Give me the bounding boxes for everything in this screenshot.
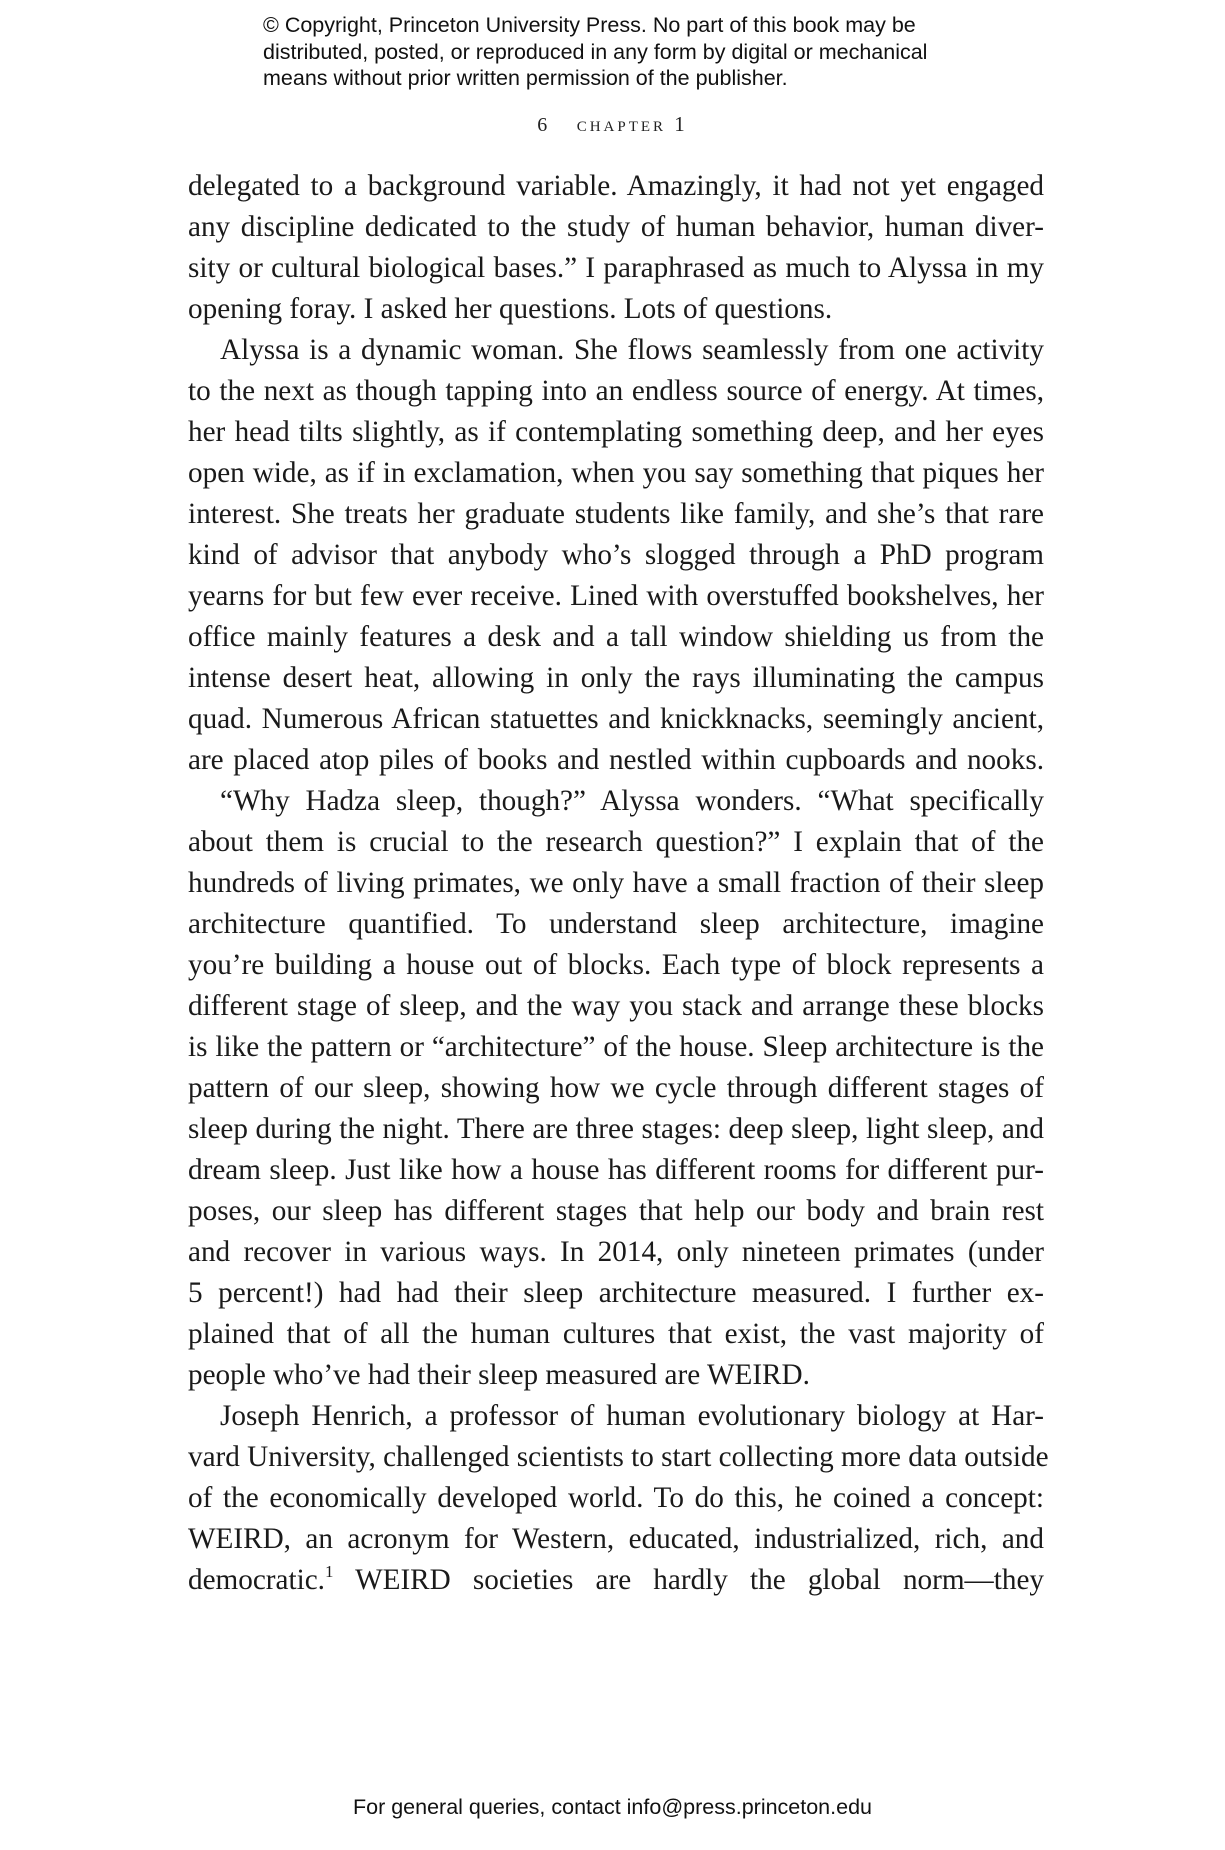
text-line: yearns for but few ever receive. Lined with overstuffed bookshelves, her: [188, 580, 1044, 612]
text-line: office mainly features a desk and a tall window shielding us from the: [188, 621, 1044, 653]
text-line: architecture quantified. To understand sleep architecture, imagine: [188, 908, 1044, 940]
text-line: vard University, challenged scientists to start collecting more data outside: [188, 1441, 1049, 1473]
text-line: interest. She treats her graduate students like family, and she’s that rare: [188, 498, 1044, 530]
text-line: sity or cultural biological bases.” I paraphrased as much to Alyssa in my: [188, 252, 1044, 284]
text-line: kind of advisor that anybody who’s slogged through a PhD program: [188, 539, 1044, 571]
chapter-label: chapter 1: [576, 112, 688, 136]
body-text: [188, 166, 1049, 1601]
text-line: people who’ve had their sleep measured are WEIRD.: [188, 1359, 810, 1391]
text-line: delegated to a background variable. Amazingly, it had not yet engaged: [188, 170, 1044, 202]
text-line: and recover in various ways. In 2014, only nineteen primates (under: [188, 1236, 1044, 1268]
copyright-notice: [263, 12, 1023, 92]
line-text-end: WEIRD societies are hardly the global norm—they: [333, 1564, 1044, 1596]
copyright-line: means without prior written permission of the publisher.: [263, 66, 788, 90]
text-line-with-footnote: [188, 1560, 1044, 1601]
footer-contact: For general queries, contact info@press.princeton.edu: [352, 1795, 872, 1819]
running-head: [0, 112, 1225, 137]
text-line: WEIRD, an acronym for Western, educated, industrialized, rich, and: [188, 1523, 1044, 1555]
text-line: hundreds of living primates, we only have a small fraction of their sleep: [188, 867, 1044, 899]
page-number: 6: [537, 114, 548, 136]
paragraph-first-line: “Why Hadza sleep, though?” Alyssa wonders. “What specifically: [220, 785, 1044, 817]
text-line: plained that of all the human cultures that exist, the vast majority of: [188, 1318, 1044, 1350]
footnote-marker[interactable]: 1: [324, 1562, 334, 1581]
text-line: 5 percent!) had had their sleep architecture measured. I further ex-: [188, 1277, 1044, 1309]
text-line: opening foray. I asked her questions. Lots of questions.: [188, 293, 833, 325]
text-line: is like the pattern or “architecture” of the house. Sleep architecture is the: [188, 1031, 1044, 1063]
text-line: you’re building a house out of blocks. Each type of block represents a: [188, 949, 1044, 981]
line-text-start: democratic.: [188, 1564, 325, 1596]
text-line: of the economically developed world. To do this, he coined a concept:: [188, 1482, 1044, 1514]
text-line: to the next as though tapping into an endless source of energy. At times,: [188, 375, 1044, 407]
text-line: are placed atop piles of books and nestled within cupboards and nooks.: [188, 744, 1044, 776]
text-line: any discipline dedicated to the study of human behavior, human diver-: [188, 211, 1044, 243]
text-line: dream sleep. Just like how a house has different rooms for different pur-: [188, 1154, 1044, 1186]
paragraph-first-line: Joseph Henrich, a professor of human evolutionary biology at Har-: [220, 1400, 1044, 1432]
text-line: intense desert heat, allowing in only the rays illuminating the campus: [188, 662, 1044, 694]
copyright-line: © Copyright, Princeton University Press. No part of this book may be: [263, 13, 916, 37]
paragraph-first-line: Alyssa is a dynamic woman. She flows seamlessly from one activity: [220, 334, 1044, 366]
text-line: about them is crucial to the research question?” I explain that of the: [188, 826, 1044, 858]
text-line: pattern of our sleep, showing how we cycle through different stages of: [188, 1072, 1044, 1104]
text-line: her head tilts slightly, as if contemplating something deep, and her eyes: [188, 416, 1044, 448]
copyright-line: distributed, posted, or reproduced in any form by digital or mechanical: [263, 39, 928, 64]
text-line: poses, our sleep has different stages that help our body and brain rest: [188, 1195, 1044, 1227]
text-line: different stage of sleep, and the way you stack and arrange these blocks: [188, 990, 1044, 1022]
text-line: open wide, as if in exclamation, when you say something that piques her: [188, 457, 1044, 489]
text-line: quad. Numerous African statuettes and knickknacks, seemingly ancient,: [188, 703, 1044, 735]
text-line: sleep during the night. There are three stages: deep sleep, light sleep, and: [188, 1113, 1044, 1145]
